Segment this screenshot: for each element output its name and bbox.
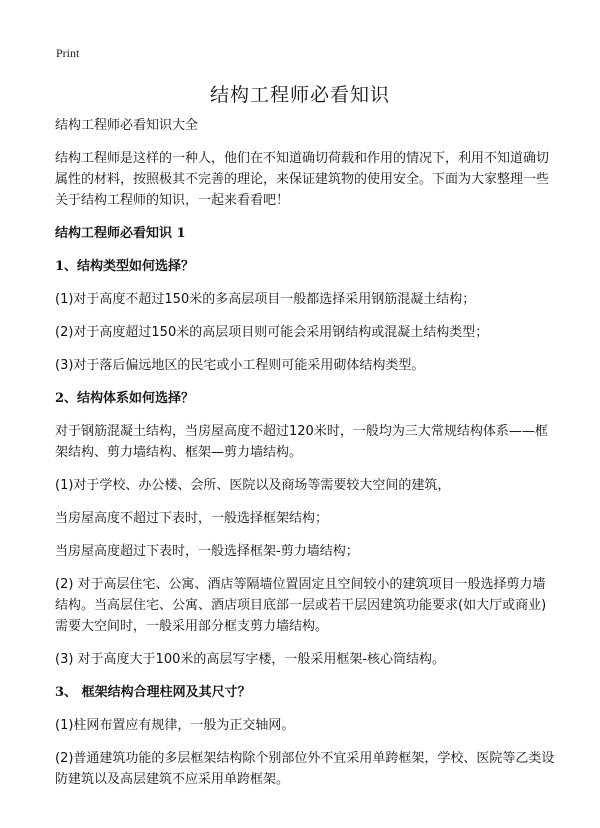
question-2-item: 当房屋高度不超过下表时，一般选择框架结构； bbox=[55, 511, 329, 526]
question-2-heading: 2、结构体系如何选择？ bbox=[55, 391, 195, 406]
intro-paragraph: 结构工程师是这样的一种人，他们在不知道确切荷载和作用的情况下，利用不知道确切属性的材料，按照极其不完善的理论，来保证建筑物的使用安全。下面为大家整理一些关于结构工程师的知识，一起来看看吧！ bbox=[55, 151, 550, 208]
question-3-item: (2)普通建筑功能的多层框架结构除个别部位外不宜采用单跨框架，学校、医院等乙类设防建筑以及高层建筑不应采用单跨框架。 bbox=[55, 751, 555, 787]
question-2-intro: 对于钢筋混凝土结构，当房屋高度不超过120米时，一般均为三大常规结构体系——框架结构、剪力墙结构、框架—剪力墙结构。 bbox=[55, 424, 548, 460]
question-3-heading: 3、 框架结构合理柱网及其尺寸？ bbox=[55, 685, 251, 700]
article-body bbox=[55, 115, 555, 802]
question-2-item: (3) 对于高度大于100米的高层写字楼，一般采用框架-核心筒结构。 bbox=[55, 652, 446, 667]
page-title: 结构工程师必看知识 bbox=[209, 84, 390, 106]
question-2-item: (2) 对于高层住宅、公寓、酒店等隔墙位置固定且空间较小的建筑项目一般选择剪力墙结构。当高层住宅、公寓、酒店项目底部一层或若干层因建筑功能要求(如大厅或商业)需要大空间时，一般采用部分框支剪力墙结构。 bbox=[55, 577, 547, 634]
print-label[interactable]: Print bbox=[56, 46, 80, 60]
question-2-item: (1)对于学校、办公楼、会所、医院以及商场等需要较大空间的建筑， bbox=[55, 478, 451, 493]
question-1-heading: 1、结构类型如何选择？ bbox=[55, 259, 195, 274]
question-2-item: 当房屋高度超过下表时，一般选择框架-剪力墙结构； bbox=[55, 544, 359, 559]
question-1-item: (1)对于高度不超过150米的多高层项目一般都选择采用钢筋混凝土结构； bbox=[55, 292, 476, 307]
section-heading: 结构工程师必看知识 1 bbox=[55, 226, 186, 241]
question-1-item: (2)对于高度超过150米的高层项目则可能会采用钢结构或混凝土结构类型； bbox=[55, 325, 489, 340]
question-3-item: (1)柱网布置应有规律，一般为正交轴网。 bbox=[55, 718, 295, 733]
subtitle: 结构工程师必看知识大全 bbox=[55, 118, 199, 133]
question-1-item: (3)对于落后偏远地区的民宅或小工程则可能采用砌体结构类型。 bbox=[55, 358, 425, 373]
